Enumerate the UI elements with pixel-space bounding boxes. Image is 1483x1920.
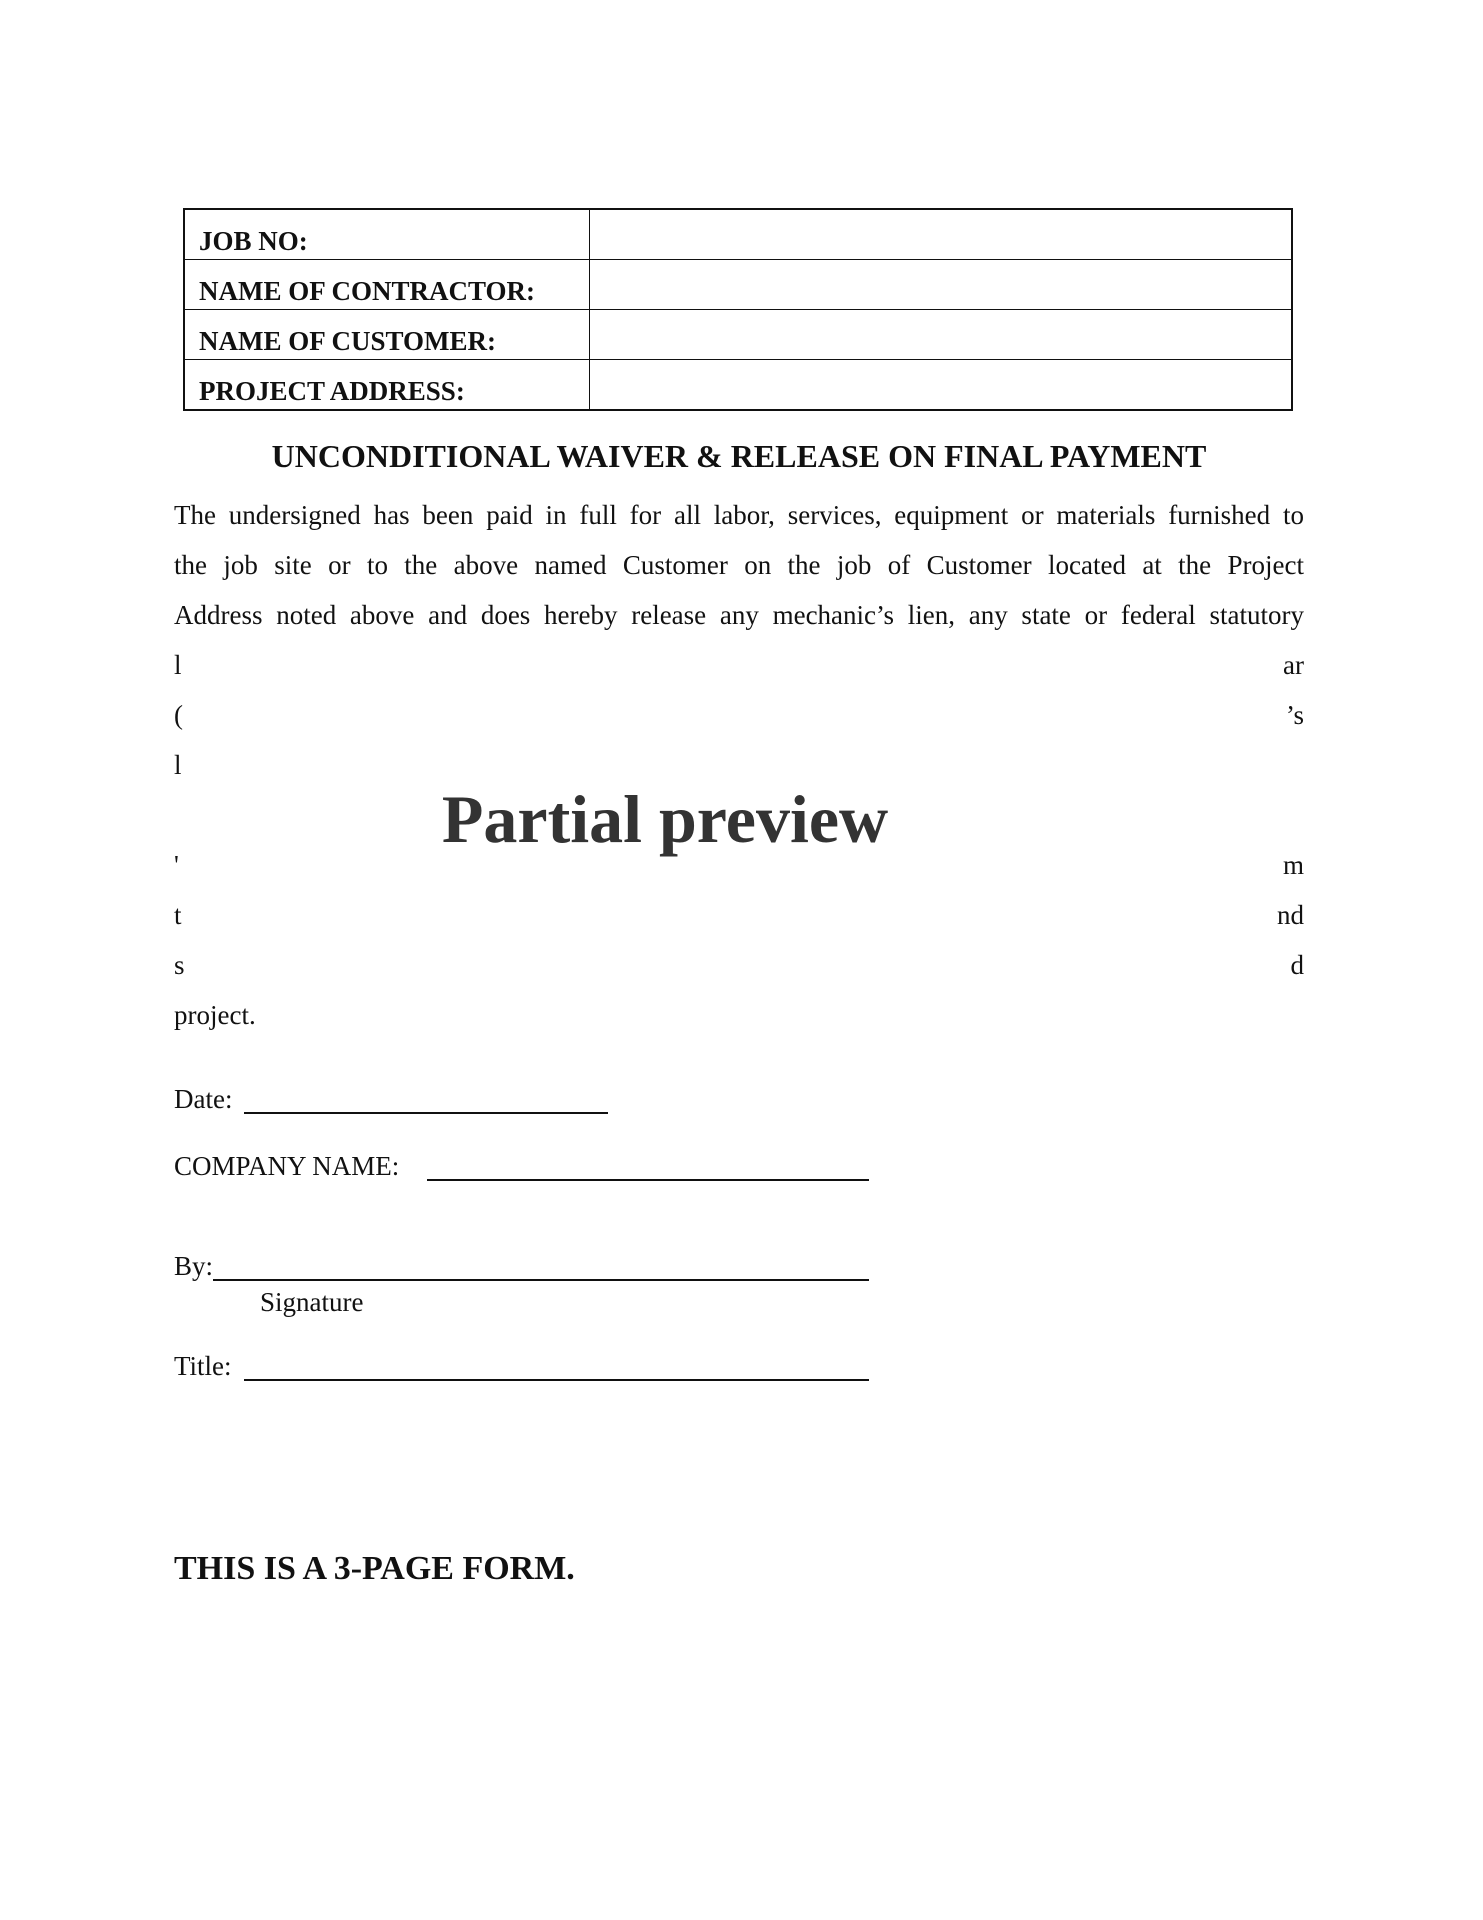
body-fragment-line bbox=[174, 945, 1304, 985]
contractor-field[interactable] bbox=[590, 260, 1293, 310]
body-line: the job site or to the above named Customer on the job of Customer located at the Project bbox=[174, 550, 1304, 580]
title-label: Title: bbox=[174, 1351, 232, 1381]
fragment-left: t bbox=[174, 900, 182, 930]
signature-line[interactable] bbox=[213, 1279, 869, 1281]
table-row bbox=[184, 360, 1292, 411]
body-line: Address noted above and does hereby release any mechanic’s lien, any state or federal statutory bbox=[174, 600, 1304, 630]
job-info-table bbox=[183, 208, 1293, 411]
job-no-label: JOB NO: bbox=[184, 209, 590, 260]
project-address-field[interactable] bbox=[590, 360, 1293, 411]
page-count-notice: THIS IS A 3-PAGE FORM. bbox=[174, 1550, 575, 1587]
date-line[interactable] bbox=[244, 1112, 608, 1114]
fragment-left: l bbox=[174, 650, 182, 680]
company-name-label: COMPANY NAME: bbox=[174, 1151, 400, 1181]
body-line: The undersigned has been paid in full for all labor, services, equipment or materials furnished to bbox=[174, 500, 1304, 530]
fragment-right: ’s bbox=[1285, 700, 1304, 730]
partial-preview-watermark: Partial preview bbox=[441, 781, 889, 857]
signature-caption: Signature bbox=[260, 1287, 364, 1317]
fragment-left: s bbox=[174, 950, 185, 980]
customer-field[interactable] bbox=[590, 310, 1293, 360]
company-name-line[interactable] bbox=[427, 1179, 869, 1181]
customer-label: NAME OF CUSTOMER: bbox=[184, 310, 590, 360]
body-fragment-line bbox=[174, 695, 1304, 735]
table-row bbox=[184, 310, 1292, 360]
fragment-right: m bbox=[1282, 850, 1304, 880]
body-fragment-line bbox=[174, 645, 1304, 685]
fragment-right: nd bbox=[1277, 900, 1304, 930]
fragment-right: ar bbox=[1283, 650, 1304, 680]
fragment-left: l bbox=[174, 750, 182, 780]
contractor-label: NAME OF CONTRACTOR: bbox=[184, 260, 590, 310]
date-label: Date: bbox=[174, 1084, 233, 1114]
document-title: UNCONDITIONAL WAIVER & RELEASE ON FINAL PAYMENT bbox=[271, 438, 1207, 474]
title-line[interactable] bbox=[244, 1379, 869, 1381]
table-row bbox=[184, 260, 1292, 310]
by-label: By: bbox=[174, 1251, 214, 1281]
fragment-left: ( bbox=[174, 700, 183, 730]
body-fragment-line bbox=[174, 745, 1304, 785]
table-row bbox=[184, 209, 1292, 260]
body-fragment-line bbox=[174, 895, 1304, 935]
project-address-label: PROJECT ADDRESS: bbox=[184, 360, 590, 411]
body-last-line: project. bbox=[174, 1000, 256, 1030]
fragment-left: ' bbox=[174, 850, 179, 880]
fragment-right: d bbox=[1290, 950, 1304, 980]
job-no-field[interactable] bbox=[590, 209, 1293, 260]
